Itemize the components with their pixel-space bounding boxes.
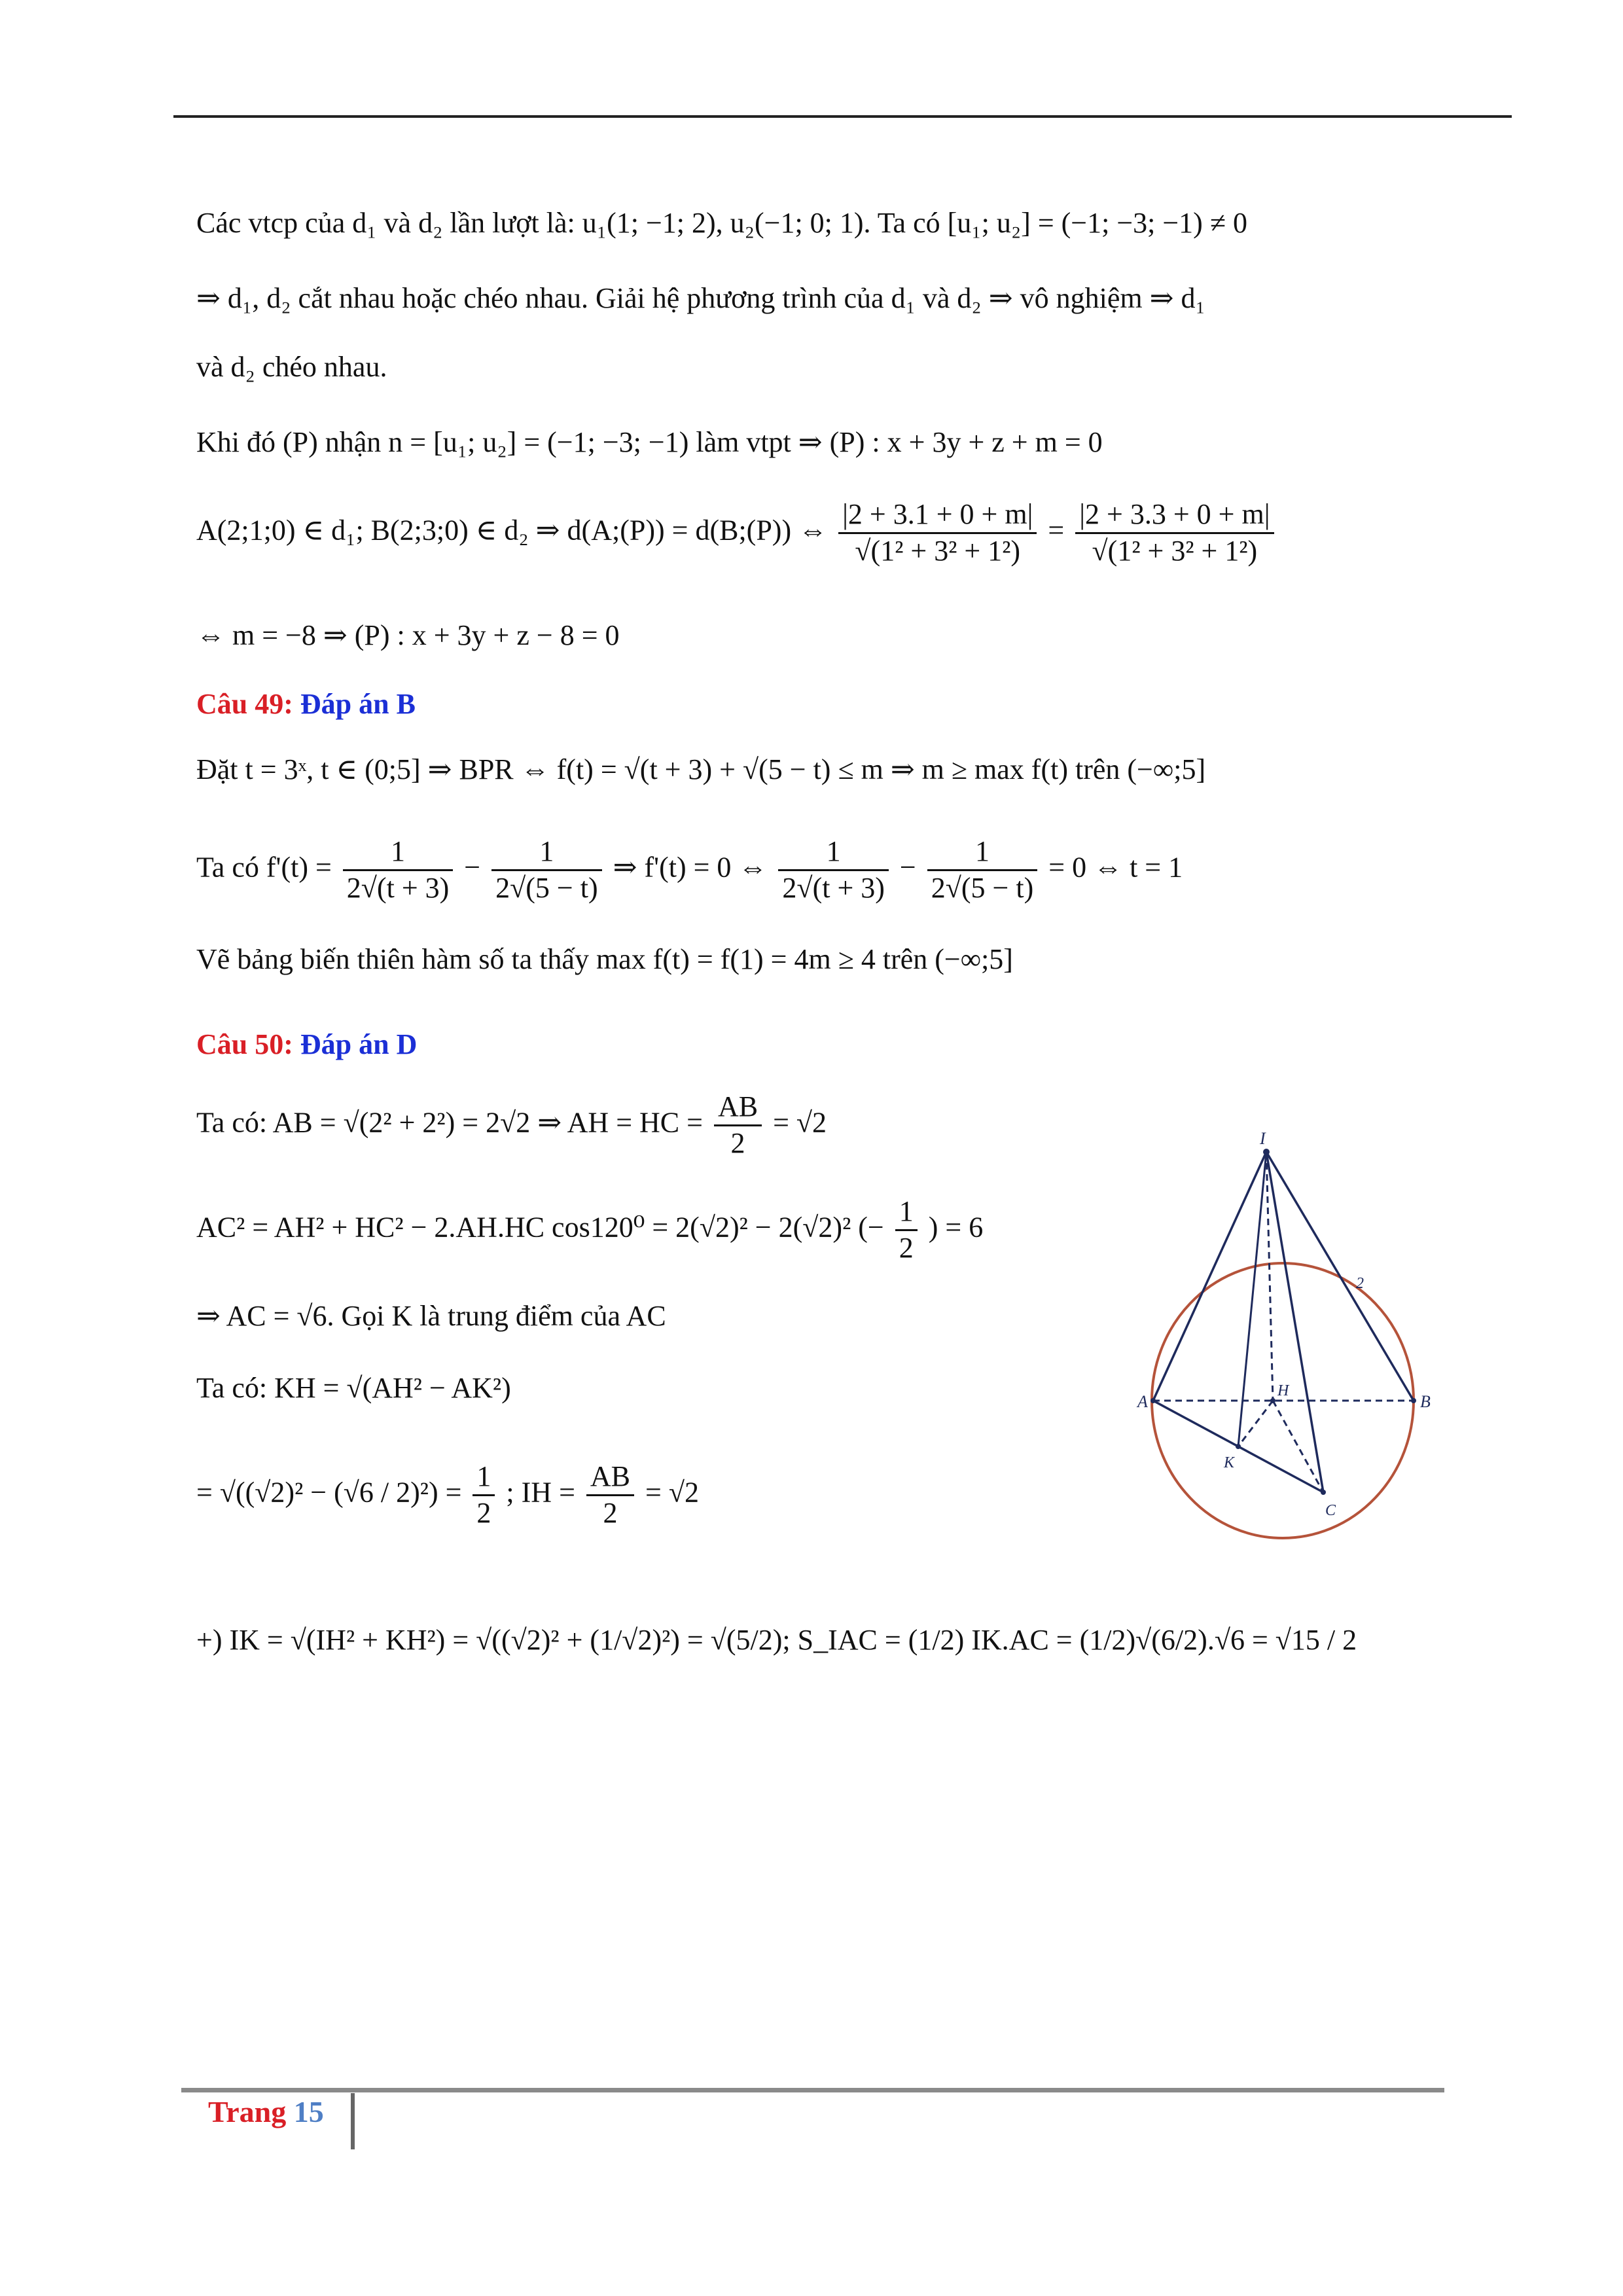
kh-fraction xyxy=(473,1460,495,1531)
point-b xyxy=(1411,1398,1416,1403)
text-line-vtcp: Các vtcp của d₁ và d₂ lần lượt là: u₁(1; −1; 2), u₂(−1; 0; 1). Ta có [u₁; u₂] = (−1; −3; −1) ≠ 0 xyxy=(196,207,1247,239)
fraction-numerator: 1 xyxy=(778,834,889,871)
point-k xyxy=(1236,1444,1241,1449)
fraction-denominator: 2√(5 − t) xyxy=(495,871,598,904)
segment-hk xyxy=(1238,1401,1273,1446)
footer-divider xyxy=(351,2093,355,2149)
page-number: 15 xyxy=(293,2095,324,2128)
segment-ib xyxy=(1266,1152,1414,1401)
minus-sign: − xyxy=(464,851,481,884)
point-h xyxy=(1270,1398,1275,1403)
fraction-denominator: 2√(t + 3) xyxy=(346,871,450,904)
label-b: B xyxy=(1420,1392,1431,1411)
fraction-denominator: 2 xyxy=(899,1231,914,1264)
text-line-bang-bien-thien: Vẽ bảng biến thiên hàm số ta thấy max f(t) = f(1) = 4m ≥ 4 trên (−∞;5] xyxy=(196,943,1013,975)
derivative-lhs: Ta có f'(t) = xyxy=(196,851,332,884)
distance-lhs: A(2;1;0) ∈ d₁; B(2;3;0) ∈ d₂ ⇒ d(A;(P)) = d(B;(P)) ⇔ xyxy=(196,514,828,547)
fraction-denominator: 2 xyxy=(476,1496,491,1529)
text-line-ac-value: ⇒ AC = √6. Gọi K là trung điểm của AC xyxy=(196,1300,666,1332)
question-50-label: Câu 50: xyxy=(196,1028,300,1060)
label-length-2: 2 xyxy=(1356,1275,1364,1292)
segment-ia xyxy=(1153,1152,1266,1401)
derivative-zero: ⇒ f'(t) = 0 ⇔ xyxy=(613,851,768,884)
text-line-dat-t: Đặt t = 3ˣ, t ∈ (0;5] ⇒ BPR ⇔ f(t) = √(t + 3) + √(5 − t) ≤ m ⇒ m ≥ max f(t) trên (−∞;5] xyxy=(196,753,1206,785)
footer-label: Trang xyxy=(208,2095,294,2128)
ih-label: ; IH = xyxy=(506,1476,575,1509)
fraction-numerator: 1 xyxy=(343,834,454,871)
fraction-denominator: √(1² + 3² + 1²) xyxy=(1092,534,1258,567)
header-rule xyxy=(173,115,1512,118)
derivative-fraction-4 xyxy=(927,834,1038,906)
text-line-distance-equation xyxy=(196,497,1278,569)
ac-lhs: AC² = AH² + HC² − 2.AH.HC cos120⁰ = 2(√2)² − 2(√2)² (− xyxy=(196,1211,884,1244)
text-line-kh: Ta có: KH = √(AH² − AK²) xyxy=(196,1372,511,1404)
ab-fraction xyxy=(714,1090,762,1161)
cone-figure xyxy=(1132,1126,1440,1545)
fraction-numerator: |2 + 3.3 + 0 + m| xyxy=(1075,497,1274,534)
ac-rhs: ) = 6 xyxy=(928,1211,984,1244)
fraction-numerator: AB xyxy=(714,1090,762,1126)
text-line-cheo-nhau: và d₂ chéo nhau. xyxy=(196,351,387,383)
ih-fraction xyxy=(586,1460,634,1531)
minus-sign: − xyxy=(899,851,916,884)
fraction-denominator: 2√(5 − t) xyxy=(931,871,1034,904)
text-line-ik-area: +) IK = √(IH² + KH²) = √((√2)² + (1/√2)²) = √(5/2); S_IAC = (1/2) IK.AC = (1/2)√(6/2).√6 = √15 / 2 xyxy=(196,1624,1357,1656)
label-c: C xyxy=(1325,1502,1336,1519)
fraction-numerator: 1 xyxy=(895,1194,918,1231)
fraction-numerator: |2 + 3.1 + 0 + m| xyxy=(838,497,1037,534)
text-line-ac-squared xyxy=(196,1194,983,1266)
fraction-numerator: 1 xyxy=(927,834,1038,871)
ab-lhs: Ta có: AB = √(2² + 2²) = 2√2 ⇒ AH = HC = xyxy=(196,1106,703,1139)
distance-fraction-a xyxy=(838,497,1037,569)
question-49-answer: Đáp án B xyxy=(300,688,416,720)
ih-rhs: = √2 xyxy=(645,1476,699,1509)
question-49-heading xyxy=(196,687,416,722)
derivative-fraction-2 xyxy=(491,834,602,906)
question-49-label: Câu 49: xyxy=(196,688,300,720)
label-i: I xyxy=(1260,1129,1266,1148)
point-i xyxy=(1263,1149,1270,1155)
label-h: H xyxy=(1277,1382,1289,1399)
kh-lhs: = √((√2)² − (√6 / 2)²) = xyxy=(196,1476,462,1509)
label-k: K xyxy=(1224,1454,1235,1471)
text-line-m-result: ⇔ m = −8 ⇒ (P) : x + 3y + z − 8 = 0 xyxy=(196,619,620,651)
ac-fraction xyxy=(895,1194,918,1266)
point-c xyxy=(1321,1490,1326,1495)
segment-ik xyxy=(1238,1152,1266,1446)
point-a xyxy=(1150,1398,1156,1403)
text-line-derivative xyxy=(196,834,1183,906)
derivative-solution: = 0 ⇔ t = 1 xyxy=(1048,851,1183,884)
ab-rhs: = √2 xyxy=(773,1106,827,1139)
equals-sign: = xyxy=(1048,514,1065,547)
question-50-heading xyxy=(196,1028,417,1062)
question-50-answer: Đáp án D xyxy=(300,1028,418,1060)
text-line-ab xyxy=(196,1090,827,1161)
fraction-denominator: 2 xyxy=(603,1496,618,1529)
derivative-fraction-1 xyxy=(343,834,454,906)
page-footer xyxy=(208,2094,324,2129)
fraction-denominator: 2√(t + 3) xyxy=(782,871,885,904)
footer-rule xyxy=(181,2088,1444,2092)
text-line-vtpt: Khi đó (P) nhận n = [u₁; u₂] = (−1; −3; −1) làm vtpt ⇒ (P) : x + 3y + z + m = 0 xyxy=(196,426,1103,458)
fraction-numerator: 1 xyxy=(473,1460,495,1496)
fraction-numerator: AB xyxy=(586,1460,634,1496)
derivative-fraction-3 xyxy=(778,834,889,906)
label-a: A xyxy=(1137,1392,1148,1411)
fraction-denominator: √(1² + 3² + 1²) xyxy=(855,534,1021,567)
text-line-kh-value xyxy=(196,1460,699,1531)
fraction-denominator: 2 xyxy=(730,1126,745,1159)
distance-fraction-b xyxy=(1075,497,1274,569)
fraction-numerator: 1 xyxy=(491,834,602,871)
text-line-cat-nhau: ⇒ d₁, d₂ cắt nhau hoặc chéo nhau. Giải hệ phương trình của d₁ và d₂ ⇒ vô nghiệm ⇒ d₁ xyxy=(196,282,1205,314)
